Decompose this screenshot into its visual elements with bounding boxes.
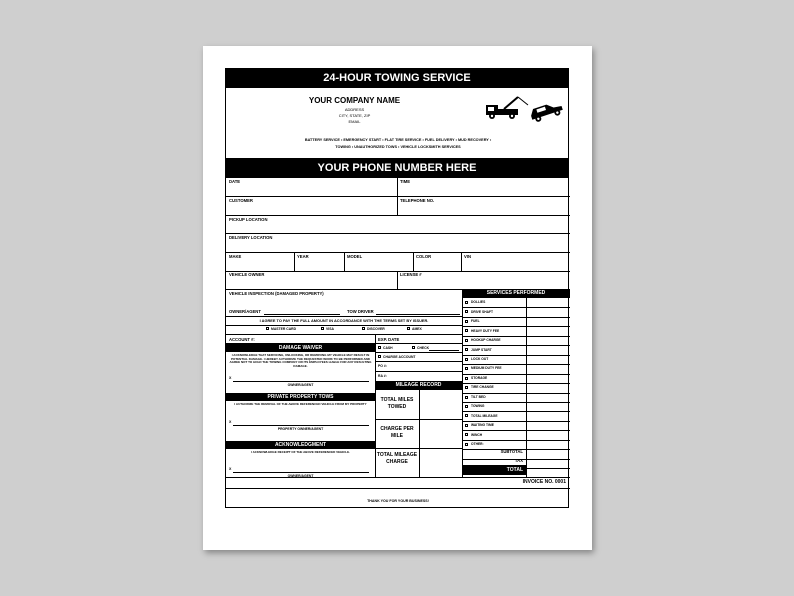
customer-label: CUSTOMER [229, 198, 253, 203]
service-row-line [462, 326, 570, 327]
ra-label: RA #: [378, 373, 387, 378]
card-label-visa: VISA [326, 326, 334, 331]
service-item-label: JUMP START [471, 347, 492, 352]
private-x-mark: X [229, 420, 232, 424]
pickup-label: PICKUP LOCATION [229, 217, 268, 222]
agree-statement: I AGREE TO PAY THE FULL AMOUNT IN ACCORDANCE WITH THE TERMS SET BY ISSUER. [259, 318, 429, 323]
cash-label: CASH [383, 345, 393, 350]
towing-invoice-form [225, 68, 569, 508]
service-item-label: STORAGE [471, 375, 488, 380]
form-sheet [203, 46, 592, 550]
service-checkbox[interactable] [465, 405, 468, 408]
time-label: TIME [400, 179, 411, 184]
service-checkbox[interactable] [465, 320, 468, 323]
service-row-line [462, 402, 570, 403]
service-row-line [462, 345, 570, 346]
charge-per-mile-label: CHARGE PER MILE [380, 426, 414, 439]
check-label: CHECK [417, 345, 430, 350]
acknowledgment-text: I ACKNOWLEDGE RECEIPT OF THE ABOVE REFERENCED VEHICLE. [251, 450, 350, 454]
card-label-discover: DISCOVER [367, 326, 385, 331]
private-signature-label: PROPERTY OWNER/AGENT [277, 427, 324, 431]
date-label: DATE [229, 179, 241, 184]
service-row-line [462, 374, 570, 375]
card-label-amex: AMEX [412, 326, 422, 331]
service-item-label: DRIVE SHAFT [471, 309, 493, 314]
license-label: LICENSE # [400, 272, 422, 277]
service-row-line [462, 411, 570, 412]
charge-account-checkbox[interactable] [378, 355, 381, 358]
tow-driver-label: TOW DRIVER [347, 309, 374, 314]
service-checkbox[interactable] [465, 358, 468, 361]
model-label: MODEL [347, 254, 363, 259]
service-row-line [462, 421, 570, 422]
phone-number-banner: YOUR PHONE NUMBER HERE [226, 158, 568, 178]
service-checkbox[interactable] [465, 339, 468, 342]
private-tows-text: I AUTHORIZE THE REMOVAL OF THE ABOVE REFERENCED VEHICLE FROM MY PROPERTY [234, 402, 367, 406]
color-label: COLOR [416, 254, 432, 259]
service-row-line [462, 393, 570, 394]
service-item-label: HOOKUP CHARGE [471, 338, 501, 343]
service-checkbox[interactable] [465, 443, 468, 446]
form-title: 24-HOUR TOWING SERVICE [226, 69, 568, 88]
tax-label: TAX [514, 458, 523, 463]
service-row-line [462, 307, 570, 308]
service-row-line [462, 383, 570, 384]
service-row-line [462, 430, 570, 431]
service-row-line [462, 336, 570, 337]
thank-you-note: THANK YOU FOR YOUR BUSINESS! [367, 499, 429, 503]
card-label-mastercard: MASTER CARD [271, 326, 297, 331]
service-item-label: TILT BED [471, 394, 486, 399]
company-email: EMAIL [348, 119, 361, 124]
service-row-line [462, 364, 570, 365]
service-checkbox[interactable] [465, 377, 468, 380]
service-row-line [462, 355, 570, 356]
services-performed-header: SERVICES PERFORMED [462, 289, 570, 298]
telephone-label: TELEPHONE NO. [400, 198, 435, 203]
delivery-label: DELIVERY LOCATION [229, 235, 273, 240]
services-line-1: BATTERY SERVICE • EMERGENCY START • FLAT TIRE SERVICE • FUEL DELIVERY • MUD RECOVERY • [304, 138, 492, 142]
acknowledgment-header: ACKNOWLEDGMENT [226, 441, 375, 449]
vehicle-owner-label: VEHICLE OWNER [229, 272, 265, 277]
service-item-label: HEAVY DUTY FEE [471, 328, 500, 333]
po-label: PO #: [378, 363, 387, 368]
vin-label: VIN [464, 254, 471, 259]
total-mileage-charge-label: TOTAL MILEAGE CHARGE [376, 452, 418, 465]
exp-date-label: EXP. DATE [378, 337, 400, 342]
service-checkbox[interactable] [465, 396, 468, 399]
damage-x-mark: X [229, 376, 232, 380]
amex-checkbox[interactable] [407, 327, 410, 330]
services-line-2: TOWING • UNAUTHORIZED TOWS • VEHICLE LOCKSMITH SERVICES [335, 145, 461, 149]
damage-waiver-header: DAMAGE WAIVER [226, 344, 375, 352]
total-label: TOTAL [462, 465, 526, 475]
company-city: CITY, STATE, ZIP [338, 113, 371, 118]
subtotal-label: SUBTOTAL [500, 448, 523, 454]
tow-truck-icon [484, 93, 568, 123]
damage-waiver-text: I ACKNOWLEDGE THAT SERVICING, UNLOCKING, OR REMOVING MY VEHICLE MAY RESULT IN POTENTIAL DAMAGE. I HEREBY AUTHORIZE THE REQUESTED WORK TO BE PERFORMED AND AGREE NOT TO HOLD THE TOWING COMPANY OR ITS EMPLOYEES LIABLE FOR ANY RESULTING DAMAGE. [229, 353, 372, 368]
service-item-label: LOCK OUT [471, 357, 489, 361]
ack-x-mark: X [229, 467, 232, 471]
damage-signature-label: OWNER/AGENT [287, 383, 314, 387]
service-item-label: TIRE CHANGE [471, 385, 494, 390]
service-item-label: MEDIUM DUTY FEE [471, 366, 502, 371]
service-item-label: WINCH [471, 432, 483, 437]
company-address: ADDRESS [344, 107, 365, 112]
make-label: MAKE [229, 254, 242, 259]
check-checkbox[interactable] [412, 346, 415, 349]
ack-signature-label: OWNER/AGENT [287, 474, 314, 478]
company-name: YOUR COMPANY NAME [308, 96, 401, 105]
owner-agent-label: OWNER/AGENT [229, 309, 261, 314]
service-checkbox[interactable] [465, 301, 468, 304]
service-checkbox[interactable] [465, 329, 468, 332]
service-item-label: FUEL [471, 319, 480, 324]
year-label: YEAR [297, 254, 309, 259]
service-item-label: TOTAL MILEAGE [471, 413, 498, 418]
inspection-label: VEHICLE INSPECTION (DAMAGED PROPERTY) [229, 291, 324, 296]
service-checkbox[interactable] [465, 414, 468, 417]
account-label: ACCOUNT #: [229, 337, 255, 342]
mastercard-checkbox[interactable] [266, 327, 269, 330]
service-checkbox[interactable] [465, 424, 468, 427]
cash-checkbox[interactable] [378, 346, 381, 349]
service-checkbox[interactable] [465, 348, 468, 351]
service-checkbox[interactable] [465, 310, 468, 313]
service-item-label: OTHER: [471, 442, 484, 447]
charge-account-label: CHARGE ACCOUNT [383, 354, 416, 359]
service-checkbox[interactable] [465, 386, 468, 389]
visa-checkbox[interactable] [321, 327, 324, 330]
service-row-line [462, 317, 570, 318]
service-checkbox[interactable] [465, 367, 468, 370]
service-row-line [462, 440, 570, 441]
service-item-label: WAITING TIME [471, 423, 494, 428]
total-miles-label: TOTAL MILES TOWED [380, 397, 414, 410]
private-tows-header: PRIVATE PROPERTY TOWS [226, 393, 375, 401]
service-item-label: DOLLIES [471, 300, 486, 305]
invoice-number: INVOICE NO. 0001 [522, 479, 566, 485]
discover-checkbox[interactable] [362, 327, 365, 330]
service-item-label: TOWING [471, 404, 485, 409]
mileage-record-header: MILEAGE RECORD [375, 381, 462, 390]
service-checkbox[interactable] [465, 433, 468, 436]
